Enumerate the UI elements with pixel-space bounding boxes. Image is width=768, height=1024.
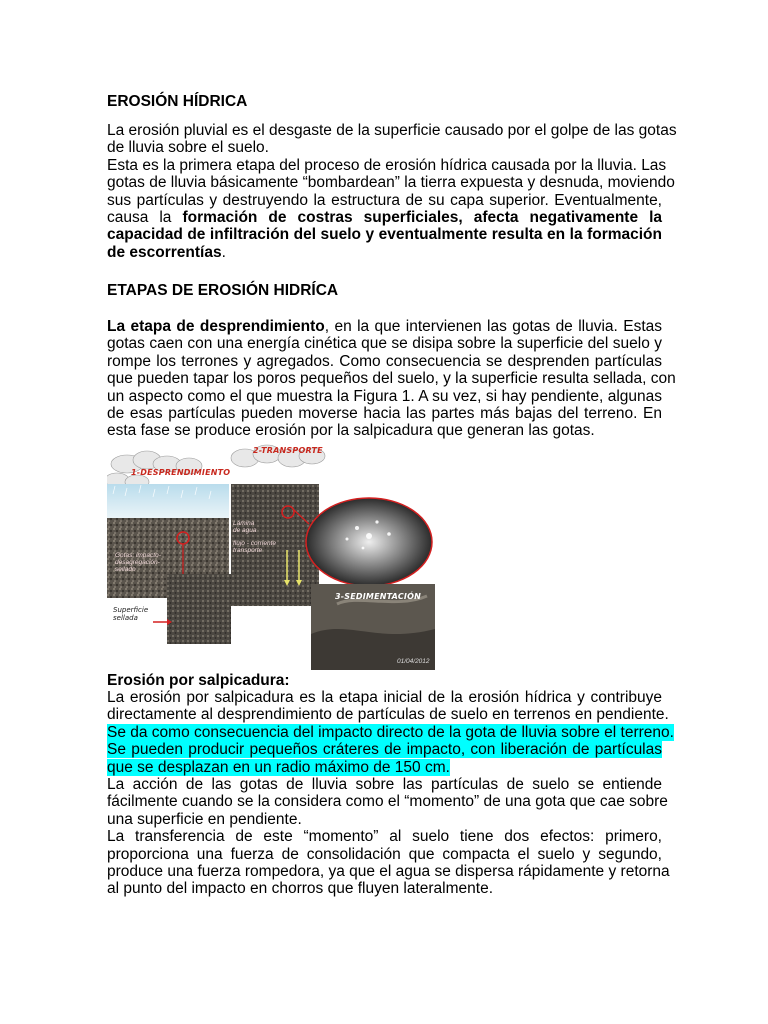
text-line: de lluvia sobre el suelo. [107, 139, 269, 157]
label-flujo: flujo - corriente transporte [233, 540, 276, 554]
highlighted-text: Se pueden producir pequeños cráteres de impacto, con liberación de partículas [107, 741, 662, 759]
erosion-stages-figure [107, 444, 437, 672]
bold-text: La etapa de desprendimiento [107, 318, 325, 335]
highlighted-text: que se desplazan en un radio máximo de 150 cm. [107, 758, 450, 776]
heading-salpicadura: Erosión por salpicadura: [107, 672, 290, 689]
bold-text: de escorrentías [107, 243, 222, 261]
text-line: La erosión por salpicadura es la etapa inicial de la erosión hídrica y contribuye [107, 689, 662, 706]
text-line: Esta es la primera etapa del proceso de erosión hídrica causada por la lluvia. Las [107, 156, 667, 174]
text-line: un aspecto como el que muestra la Figura 1. A su vez, si hay pendiente, algunas [107, 387, 662, 405]
label-superficie-sellada: Superficie sellada [113, 606, 149, 622]
text-line: gotas caen con una energía cinética que se disipa sobre la superficie del suelo y [107, 335, 662, 353]
text-line [107, 741, 662, 758]
text-line: sus partículas y destruyendo la estructura de su capa superior. Eventualmente, [107, 191, 662, 209]
paragraph-salpicadura [107, 689, 674, 898]
label-desprendimiento: 1-DESPRENDIMIENTO [131, 468, 231, 477]
text-line: rompe los terrones y agregados. Como consecuencia se desprenden partículas [107, 352, 662, 370]
text-line: gotas de lluvia básicamente “bombardean” la tierra expuesta y desnuda, moviendo [107, 174, 675, 192]
label-lamina: Lámina de agua [233, 520, 257, 534]
text-line: La erosión pluvial es el desgaste de la superficie causado por el golpe de las gotas [107, 122, 677, 139]
text-line: directamente al desprendimiento de partículas de suelo en terrenos en pendiente. [107, 706, 669, 724]
text-line: La etapa de desprendimiento, en la que intervienen las gotas de lluvia. Estas [107, 318, 662, 335]
text-line [107, 226, 662, 243]
label-gotas: Gotas: impacto-desagregación-sellado [115, 552, 161, 573]
paragraph-1 [107, 122, 677, 261]
label-transporte: 2-TRANSPORTE [253, 446, 323, 455]
text-line: La acción de las gotas de lluvia sobre las partículas de suelo se entiende [107, 776, 662, 794]
paragraph-etapas [107, 318, 676, 440]
heading-etapas: ETAPAS DE EROSIÓN HIDRÍCA [107, 282, 339, 299]
text-line [107, 759, 662, 776]
text-line: de esas partículas pueden moverse hacia las partes más bajas del terreno. En [107, 405, 662, 423]
text-line: de escorrentías. [107, 243, 226, 261]
text-line: produce una fuerza rompedora, ya que el agua se dispersa rápidamente y retorna [107, 863, 670, 881]
text-line: que pueden tapar los poros pequeños del suelo, y la superficie resulta sellada, con [107, 370, 676, 388]
highlighted-text: Se da como consecuencia del impacto directo de la gota de lluvia sobre el terreno. [107, 723, 674, 741]
bold-text: capacidad de infiltración del suelo y eventualmente resulta en la formación [107, 226, 662, 244]
label-sedimentacion: 3-SEDIMENTACIÓN [335, 592, 421, 601]
heading-erosion-hidrica: EROSIÓN HÍDRICA [107, 93, 248, 110]
text-line: proporciona una fuerza de consolidación que compacta el suelo y segundo, [107, 845, 662, 863]
text-line: una superficie en pendiente. [107, 810, 302, 828]
date-stamp: 01/04/2012 [397, 658, 430, 665]
bold-text: formación de costras superficiales, afecta negativamente la [182, 209, 663, 227]
text-line [107, 723, 674, 741]
text-line: esta fase se produce erosión por la salpicadura que generan las gotas. [107, 422, 595, 440]
text-line: causa la formación de costras superficiales, afecta negativamente la [107, 209, 663, 227]
text-line: La transferencia de este “momento” al suelo tiene dos efectos: primero, [107, 828, 662, 846]
text-line: fácilmente cuando se la considera como el “momento” de una gota que cae sobre [107, 793, 668, 811]
text-line: al punto del impacto en chorros que fluyen lateralmente. [107, 880, 494, 898]
